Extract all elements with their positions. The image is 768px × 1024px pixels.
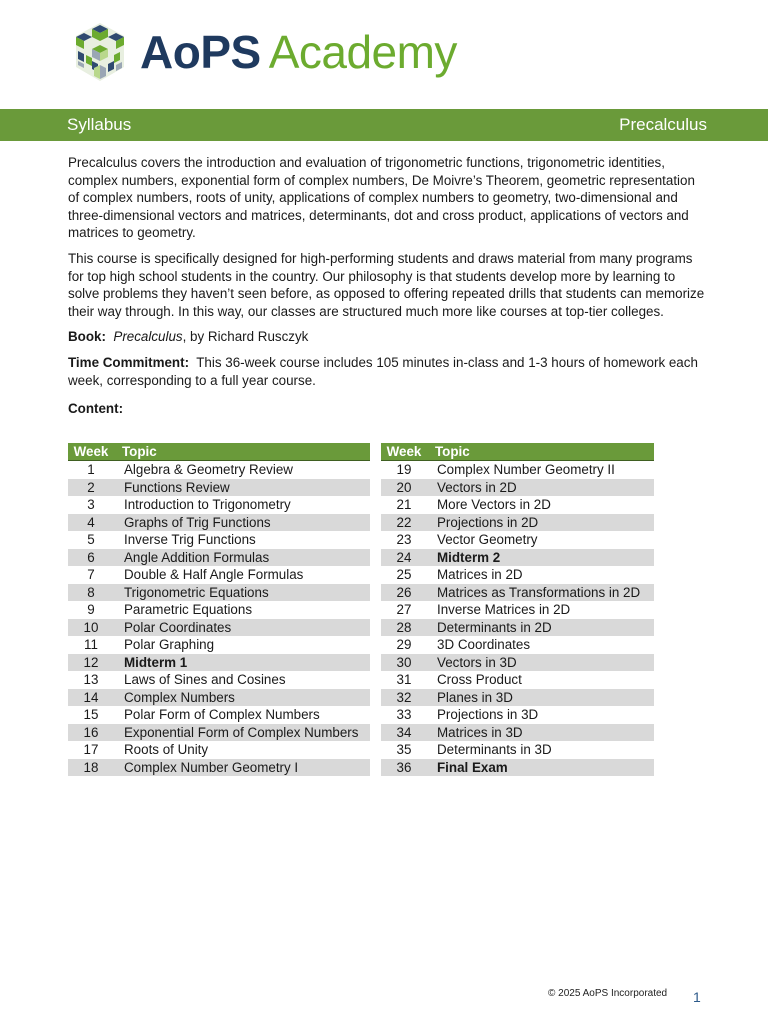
week-number: 23 bbox=[396, 532, 412, 547]
week-topic: Introduction to Trigonometry bbox=[124, 497, 291, 512]
table-row bbox=[68, 654, 370, 672]
week-topic: Projections in 3D bbox=[437, 707, 539, 722]
week-number: 7 bbox=[87, 567, 95, 582]
week-topic: Matrices as Transformations in 2D bbox=[427, 584, 654, 602]
table-row bbox=[68, 514, 370, 532]
week-topic: Functions Review bbox=[114, 479, 370, 497]
week-topic: Angle Addition Formulas bbox=[114, 549, 370, 567]
band-syllabus: Syllabus bbox=[67, 115, 132, 134]
week-topic: Polar Coordinates bbox=[114, 619, 370, 637]
table-row bbox=[381, 584, 654, 602]
week-number: 1 bbox=[87, 462, 95, 477]
week-number: 30 bbox=[381, 654, 427, 672]
week-topic: Parametric Equations bbox=[124, 602, 253, 617]
week-number: 35 bbox=[396, 742, 412, 757]
table-row bbox=[381, 706, 654, 724]
week-header: Week bbox=[381, 443, 427, 461]
week-topic: Projections in 2D bbox=[427, 514, 654, 532]
week-number: 28 bbox=[381, 619, 427, 637]
week-number: 4 bbox=[68, 514, 114, 532]
table-header-row bbox=[68, 443, 370, 461]
table-row bbox=[381, 724, 654, 742]
week-topic: Laws of Sines and Cosines bbox=[124, 672, 286, 687]
week-topic: Algebra & Geometry Review bbox=[124, 462, 293, 477]
table-row bbox=[381, 759, 654, 777]
table-row bbox=[68, 671, 370, 689]
week-number: 22 bbox=[381, 514, 427, 532]
week-topic: Polar Graphing bbox=[124, 637, 215, 652]
week-number: 3 bbox=[87, 497, 95, 512]
table-header-row bbox=[381, 443, 654, 461]
band-course-name: Precalculus bbox=[619, 115, 707, 134]
table-row bbox=[381, 496, 654, 514]
table-row bbox=[68, 584, 370, 602]
brand-wordmark bbox=[140, 26, 457, 78]
week-number: 36 bbox=[381, 759, 427, 777]
content-label: Content: bbox=[68, 401, 124, 417]
table-row bbox=[68, 601, 370, 619]
table-row bbox=[68, 759, 370, 777]
intro-paragraph-1: Precalculus covers the introduction and evaluation of trigonometric functions, trigonometric identities, complex numbers, exponential form of complex numbers, De Moivre’s Theorem, geometric representation of complex numbers, roots of unity, applications of complex numbers to geometry, two-dimensional and three-dimensional vectors and matrices, determinants, dot and cross product, applications of vectors and matrices to geometry. bbox=[68, 155, 695, 241]
copyright: © 2025 AoPS Incorporated bbox=[548, 988, 668, 999]
brand-aops: AoPS bbox=[140, 26, 261, 78]
table-row bbox=[381, 461, 654, 479]
week-topic: Matrices in 2D bbox=[437, 567, 523, 582]
schedule-rows-left bbox=[68, 461, 370, 777]
table-row bbox=[68, 479, 370, 497]
table-row bbox=[68, 724, 370, 742]
table-row bbox=[68, 531, 370, 549]
book-title: Precalculus bbox=[113, 329, 183, 345]
table-row bbox=[381, 636, 654, 654]
week-number: 24 bbox=[381, 549, 427, 567]
table-row bbox=[381, 619, 654, 637]
brand-academy: Academy bbox=[268, 26, 457, 78]
week-number: 5 bbox=[87, 532, 95, 547]
topic-header: Topic bbox=[114, 443, 370, 461]
week-topic: 3D Coordinates bbox=[437, 637, 531, 652]
table-row bbox=[68, 636, 370, 654]
table-row bbox=[68, 496, 370, 514]
table-row bbox=[68, 461, 370, 479]
week-topic: Determinants in 2D bbox=[427, 619, 654, 637]
week-topic: More Vectors in 2D bbox=[437, 497, 551, 512]
week-topic: Midterm 2 bbox=[427, 549, 654, 567]
table-row bbox=[381, 689, 654, 707]
intro-paragraph-2: This course is specifically designed for high-performing students and draws material from many programs for top high school students in the country. Our philosophy is that students develop more by learning to solve problems they haven’t seen before, as opposed to offering repeated drills that students can memorize their way through. In this way, our classes are structured much more like courses at top-tier colleges. bbox=[68, 250, 705, 319]
table-row bbox=[381, 601, 654, 619]
page-number: 1 bbox=[693, 989, 701, 1005]
week-number: 19 bbox=[396, 462, 412, 477]
table-row bbox=[68, 566, 370, 584]
week-number: 15 bbox=[83, 707, 99, 722]
week-number: 6 bbox=[68, 549, 114, 567]
week-number: 17 bbox=[83, 742, 99, 757]
book-author: , by Richard Rusczyk bbox=[182, 329, 309, 345]
week-topic: Double & Half Angle Formulas bbox=[124, 567, 304, 582]
topic-header: Topic bbox=[427, 443, 654, 461]
table-row bbox=[381, 479, 654, 497]
week-topic: Vectors in 3D bbox=[427, 654, 654, 672]
table-row bbox=[381, 741, 654, 759]
week-number: 10 bbox=[68, 619, 114, 637]
table-row bbox=[68, 741, 370, 759]
course-description bbox=[68, 154, 708, 422]
schedule-tables bbox=[68, 443, 654, 776]
week-topic: Midterm 1 bbox=[114, 654, 370, 672]
week-number: 11 bbox=[84, 637, 98, 652]
week-number: 20 bbox=[381, 479, 427, 497]
table-row bbox=[381, 654, 654, 672]
week-topic: Polar Form of Complex Numbers bbox=[124, 707, 320, 722]
week-topic: Complex Numbers bbox=[114, 689, 370, 707]
week-number: 25 bbox=[396, 567, 412, 582]
week-number: 13 bbox=[83, 672, 99, 687]
week-topic: Vector Geometry bbox=[437, 532, 538, 547]
title-band bbox=[0, 109, 768, 141]
table-row bbox=[381, 549, 654, 567]
week-number: 34 bbox=[381, 724, 427, 742]
week-topic: Planes in 3D bbox=[427, 689, 654, 707]
week-number: 31 bbox=[396, 672, 412, 687]
table-row bbox=[381, 671, 654, 689]
week-number: 16 bbox=[68, 724, 114, 742]
schedule-table-right bbox=[381, 443, 654, 776]
time-commitment-line bbox=[68, 354, 708, 389]
schedule-table-left bbox=[68, 443, 370, 776]
week-number: 32 bbox=[381, 689, 427, 707]
table-row bbox=[68, 619, 370, 637]
week-number: 21 bbox=[396, 497, 412, 512]
time-commitment-text: This 36-week course includes 105 minutes in-class and 1-3 hours of homework each week, corresponding to a full year course. bbox=[68, 354, 698, 388]
week-topic: Exponential Form of Complex Numbers bbox=[114, 724, 370, 742]
week-topic: Inverse Trig Functions bbox=[124, 532, 256, 547]
week-number: 33 bbox=[396, 707, 412, 722]
week-topic: Roots of Unity bbox=[124, 742, 209, 757]
week-number: 29 bbox=[396, 637, 412, 652]
week-number: 2 bbox=[68, 479, 114, 497]
week-number: 9 bbox=[87, 602, 95, 617]
table-row bbox=[68, 549, 370, 567]
week-topic: Vectors in 2D bbox=[427, 479, 654, 497]
table-row bbox=[68, 689, 370, 707]
week-topic: Trigonometric Equations bbox=[114, 584, 370, 602]
week-topic: Graphs of Trig Functions bbox=[114, 514, 370, 532]
week-topic: Complex Number Geometry II bbox=[437, 462, 615, 477]
week-topic: Complex Number Geometry I bbox=[114, 759, 370, 777]
week-number: 14 bbox=[68, 689, 114, 707]
schedule-rows-right bbox=[381, 461, 654, 777]
book-label: Book: bbox=[68, 329, 106, 345]
week-number: 8 bbox=[68, 584, 114, 602]
table-row bbox=[381, 514, 654, 532]
cube-logo-icon bbox=[72, 21, 128, 83]
book-line bbox=[68, 328, 708, 346]
table-row bbox=[68, 706, 370, 724]
time-commitment-label: Time Commitment: bbox=[68, 354, 190, 370]
week-topic: Final Exam bbox=[427, 759, 654, 777]
week-topic: Inverse Matrices in 2D bbox=[437, 602, 571, 617]
week-topic: Matrices in 3D bbox=[427, 724, 654, 742]
week-header: Week bbox=[68, 443, 114, 461]
table-row bbox=[381, 566, 654, 584]
week-number: 26 bbox=[381, 584, 427, 602]
week-number: 12 bbox=[68, 654, 114, 672]
week-topic: Determinants in 3D bbox=[437, 742, 552, 757]
week-number: 27 bbox=[396, 602, 412, 617]
table-row bbox=[381, 531, 654, 549]
week-topic: Cross Product bbox=[437, 672, 522, 687]
week-number: 18 bbox=[68, 759, 114, 777]
header bbox=[72, 20, 457, 84]
